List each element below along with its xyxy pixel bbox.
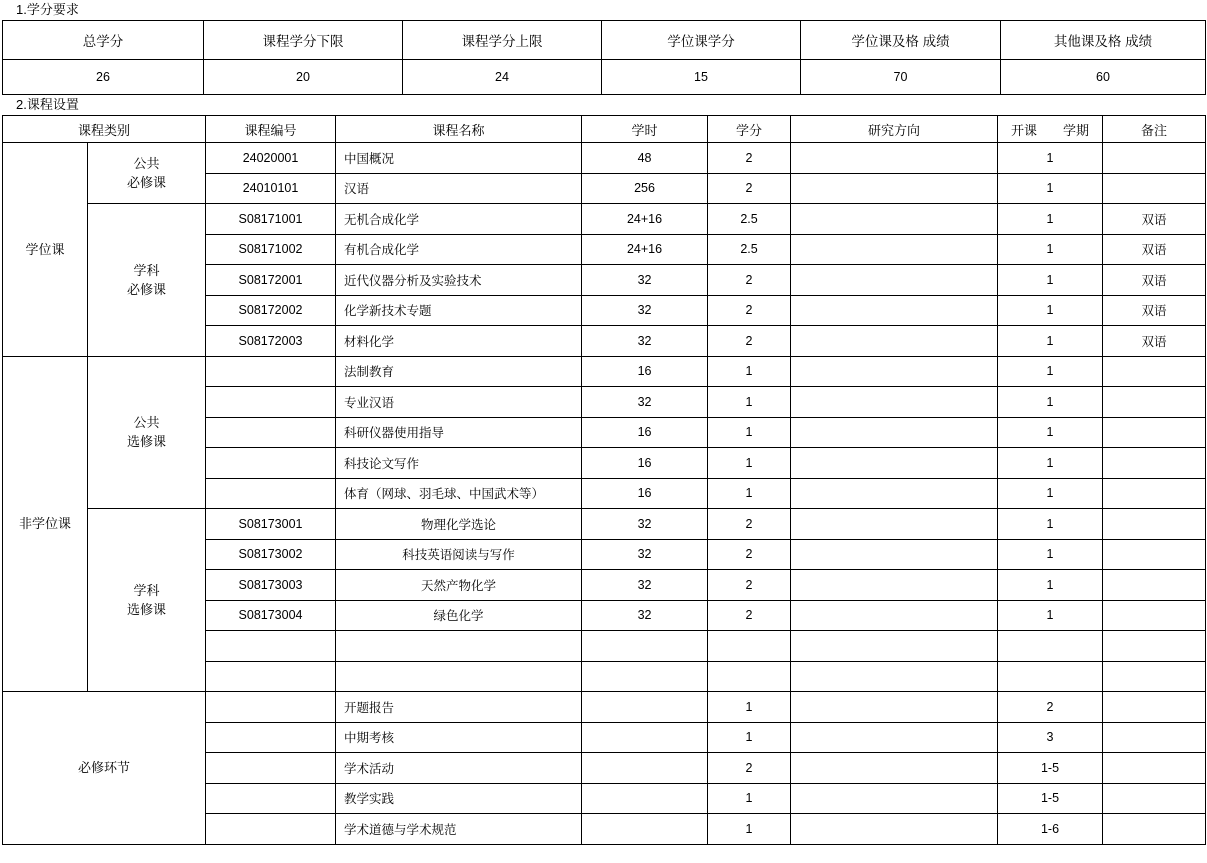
course-remark: [1103, 814, 1206, 845]
course-code: [206, 692, 336, 723]
credit-header-cell: 总学分: [3, 21, 204, 60]
course-remark: [1103, 692, 1206, 723]
course-hours: [582, 661, 708, 692]
course-direction: [791, 570, 998, 601]
course-category-main: 学位课: [3, 143, 88, 357]
course-remark: [1103, 448, 1206, 479]
course-name: 科技论文写作: [336, 448, 582, 479]
course-term: 1: [998, 143, 1103, 174]
course-code: S08173003: [206, 570, 336, 601]
course-credit: [708, 631, 791, 662]
course-name: 开题报告: [336, 692, 582, 723]
course-code: [206, 753, 336, 784]
course-hours: 24+16: [582, 234, 708, 265]
course-hours: 16: [582, 478, 708, 509]
course-credit: 1: [708, 814, 791, 845]
course-credit: 1: [708, 387, 791, 418]
table-row: [3, 143, 1206, 174]
course-credit: 2.5: [708, 204, 791, 235]
course-name: 绿色化学: [336, 600, 582, 631]
course-remark: [1103, 722, 1206, 753]
credit-table-header-row: [3, 21, 1206, 60]
course-hours: [582, 631, 708, 662]
course-hours: 32: [582, 295, 708, 326]
course-credit: 1: [708, 448, 791, 479]
course-credit: 2: [708, 539, 791, 570]
credit-value-cell: 20: [204, 60, 403, 95]
course-direction: [791, 417, 998, 448]
course-table-header-row: [3, 116, 1206, 143]
course-hours: 32: [582, 539, 708, 570]
course-credit: 2: [708, 295, 791, 326]
course-code: S08172002: [206, 295, 336, 326]
course-remark: [1103, 570, 1206, 601]
course-credit: 2.5: [708, 234, 791, 265]
course-remark: [1103, 753, 1206, 784]
credit-value-cell: 26: [3, 60, 204, 95]
course-direction: [791, 448, 998, 479]
course-hours: [582, 783, 708, 814]
course-term: 3: [998, 722, 1103, 753]
course-code: S08173002: [206, 539, 336, 570]
course-hours: 16: [582, 417, 708, 448]
credit-section-heading: 1.学分要求: [16, 2, 79, 17]
course-credit: 2: [708, 509, 791, 540]
course-remark: [1103, 600, 1206, 631]
course-remark: [1103, 539, 1206, 570]
course-code: [206, 814, 336, 845]
header-remark: 备注: [1103, 116, 1206, 143]
course-term: 1: [998, 326, 1103, 357]
course-name: 化学新技术专题: [336, 295, 582, 326]
course-direction: [791, 539, 998, 570]
credit-requirement-table: [2, 20, 1206, 95]
course-direction: [791, 326, 998, 357]
table-row: [3, 692, 1206, 723]
credit-header-cell: 学位课学分: [602, 21, 801, 60]
course-direction: [791, 692, 998, 723]
course-term: 1: [998, 417, 1103, 448]
course-term: 1: [998, 448, 1103, 479]
course-term: [998, 631, 1103, 662]
course-code: S08173004: [206, 600, 336, 631]
course-code: S08173001: [206, 509, 336, 540]
course-code: [206, 387, 336, 418]
credit-value-cell: 60: [1001, 60, 1206, 95]
course-direction: [791, 661, 998, 692]
credit-table-value-row: [3, 60, 1206, 95]
course-term: 1-5: [998, 783, 1103, 814]
course-term: 2: [998, 692, 1103, 723]
course-code: [206, 478, 336, 509]
course-code: [206, 661, 336, 692]
course-name: [336, 631, 582, 662]
course-code: S08172003: [206, 326, 336, 357]
course-direction: [791, 631, 998, 662]
course-credit: 1: [708, 783, 791, 814]
course-term: 1: [998, 265, 1103, 296]
course-hours: 256: [582, 173, 708, 204]
course-code: 24020001: [206, 143, 336, 174]
header-code: 课程编号: [206, 116, 336, 143]
course-category-main: 必修环节: [3, 692, 206, 845]
course-term: [998, 661, 1103, 692]
header-category: 课程类别: [3, 116, 206, 143]
course-code: [206, 722, 336, 753]
course-name: 有机合成化学: [336, 234, 582, 265]
header-direction: 研究方向: [791, 116, 998, 143]
course-term: 1-6: [998, 814, 1103, 845]
course-name: 无机合成化学: [336, 204, 582, 235]
course-name: 学术活动: [336, 753, 582, 784]
course-name: 体育（网球、羽毛球、中国武术等）: [336, 478, 582, 509]
header-hours: 学时: [582, 116, 708, 143]
course-credit: 2: [708, 143, 791, 174]
course-direction: [791, 356, 998, 387]
course-direction: [791, 173, 998, 204]
header-term-open: 开课: [1011, 122, 1038, 138]
course-direction: [791, 234, 998, 265]
course-direction: [791, 783, 998, 814]
course-hours: 24+16: [582, 204, 708, 235]
course-name: 中国概况: [336, 143, 582, 174]
course-term: 1: [998, 356, 1103, 387]
course-credit: 1: [708, 356, 791, 387]
course-remark: [1103, 417, 1206, 448]
header-term: [998, 116, 1103, 143]
course-credit: 2: [708, 600, 791, 631]
course-code: S08171001: [206, 204, 336, 235]
course-hours: 16: [582, 448, 708, 479]
course-credit: 2: [708, 570, 791, 601]
course-remark: [1103, 631, 1206, 662]
credit-value-cell: 70: [801, 60, 1001, 95]
course-remark: [1103, 783, 1206, 814]
table-row: [3, 204, 1206, 235]
course-credit: 2: [708, 326, 791, 357]
course-credit: 2: [708, 753, 791, 784]
header-name: 课程名称: [336, 116, 582, 143]
course-term: 1: [998, 600, 1103, 631]
course-remark: [1103, 478, 1206, 509]
credit-header-cell: 课程学分上限: [403, 21, 602, 60]
course-hours: 32: [582, 387, 708, 418]
course-name: 天然产物化学: [336, 570, 582, 601]
course-remark: 双语: [1103, 326, 1206, 357]
course-name: 教学实践: [336, 783, 582, 814]
course-name: 物理化学选论: [336, 509, 582, 540]
course-credit: 1: [708, 692, 791, 723]
course-direction: [791, 143, 998, 174]
course-code: S08171002: [206, 234, 336, 265]
course-name: 材料化学: [336, 326, 582, 357]
table-row: [3, 356, 1206, 387]
course-hours: [582, 722, 708, 753]
course-direction: [791, 814, 998, 845]
course-term: 1: [998, 539, 1103, 570]
course-credit: 1: [708, 722, 791, 753]
course-remark: 双语: [1103, 295, 1206, 326]
course-code: [206, 783, 336, 814]
course-name: [336, 661, 582, 692]
course-category-sub: 学科 选修课: [88, 509, 206, 692]
course-direction: [791, 265, 998, 296]
course-name: 科研仪器使用指导: [336, 417, 582, 448]
course-direction: [791, 753, 998, 784]
course-term: 1: [998, 570, 1103, 601]
course-category-sub: 学科 必修课: [88, 204, 206, 357]
course-direction: [791, 600, 998, 631]
course-category-sub: 公共 选修课: [88, 356, 206, 509]
course-remark: [1103, 356, 1206, 387]
header-term-semester: 学期: [1063, 122, 1090, 138]
course-hours: 32: [582, 326, 708, 357]
course-remark: 双语: [1103, 234, 1206, 265]
course-credit: 1: [708, 417, 791, 448]
course-credit: [708, 661, 791, 692]
course-direction: [791, 722, 998, 753]
credit-header-cell: 学位课及格 成绩: [801, 21, 1001, 60]
header-credit: 学分: [708, 116, 791, 143]
course-term: 1: [998, 509, 1103, 540]
course-direction: [791, 509, 998, 540]
course-hours: 32: [582, 265, 708, 296]
course-name: 学术道德与学术规范: [336, 814, 582, 845]
course-term: 1: [998, 204, 1103, 235]
credit-header-cell: 其他课及格 成绩: [1001, 21, 1206, 60]
course-remark: 双语: [1103, 204, 1206, 235]
course-direction: [791, 387, 998, 418]
course-remark: [1103, 173, 1206, 204]
course-hours: 16: [582, 356, 708, 387]
credit-value-cell: 24: [403, 60, 602, 95]
course-credit: 1: [708, 478, 791, 509]
course-term: 1: [998, 295, 1103, 326]
course-name: 中期考核: [336, 722, 582, 753]
course-setup-table: [2, 115, 1206, 845]
course-code: 24010101: [206, 173, 336, 204]
course-remark: [1103, 661, 1206, 692]
credit-header-cell: 课程学分下限: [204, 21, 403, 60]
course-remark: [1103, 387, 1206, 418]
course-code: [206, 448, 336, 479]
course-term: 1: [998, 234, 1103, 265]
course-code: [206, 631, 336, 662]
course-remark: [1103, 509, 1206, 540]
course-term: 1: [998, 173, 1103, 204]
course-name: 近代仪器分析及实验技术: [336, 265, 582, 296]
course-category-sub: 公共 必修课: [88, 143, 206, 204]
course-direction: [791, 204, 998, 235]
course-hours: [582, 814, 708, 845]
course-name: 汉语: [336, 173, 582, 204]
course-hours: [582, 692, 708, 723]
course-remark: 双语: [1103, 265, 1206, 296]
course-code: [206, 356, 336, 387]
course-section-heading: 2.课程设置: [16, 97, 79, 112]
course-term: 1: [998, 387, 1103, 418]
course-remark: [1103, 143, 1206, 174]
course-direction: [791, 295, 998, 326]
table-row: [3, 509, 1206, 540]
course-category-main: 非学位课: [3, 356, 88, 692]
course-hours: 32: [582, 570, 708, 601]
credit-value-cell: 15: [602, 60, 801, 95]
course-credit: 2: [708, 265, 791, 296]
course-hours: 32: [582, 509, 708, 540]
course-term: 1-5: [998, 753, 1103, 784]
course-code: S08172001: [206, 265, 336, 296]
course-hours: 48: [582, 143, 708, 174]
course-credit: 2: [708, 173, 791, 204]
course-hours: 32: [582, 600, 708, 631]
course-code: [206, 417, 336, 448]
course-term: 1: [998, 478, 1103, 509]
course-name: 专业汉语: [336, 387, 582, 418]
course-hours: [582, 753, 708, 784]
course-name: 法制教育: [336, 356, 582, 387]
course-name: 科技英语阅读与写作: [336, 539, 582, 570]
course-direction: [791, 478, 998, 509]
